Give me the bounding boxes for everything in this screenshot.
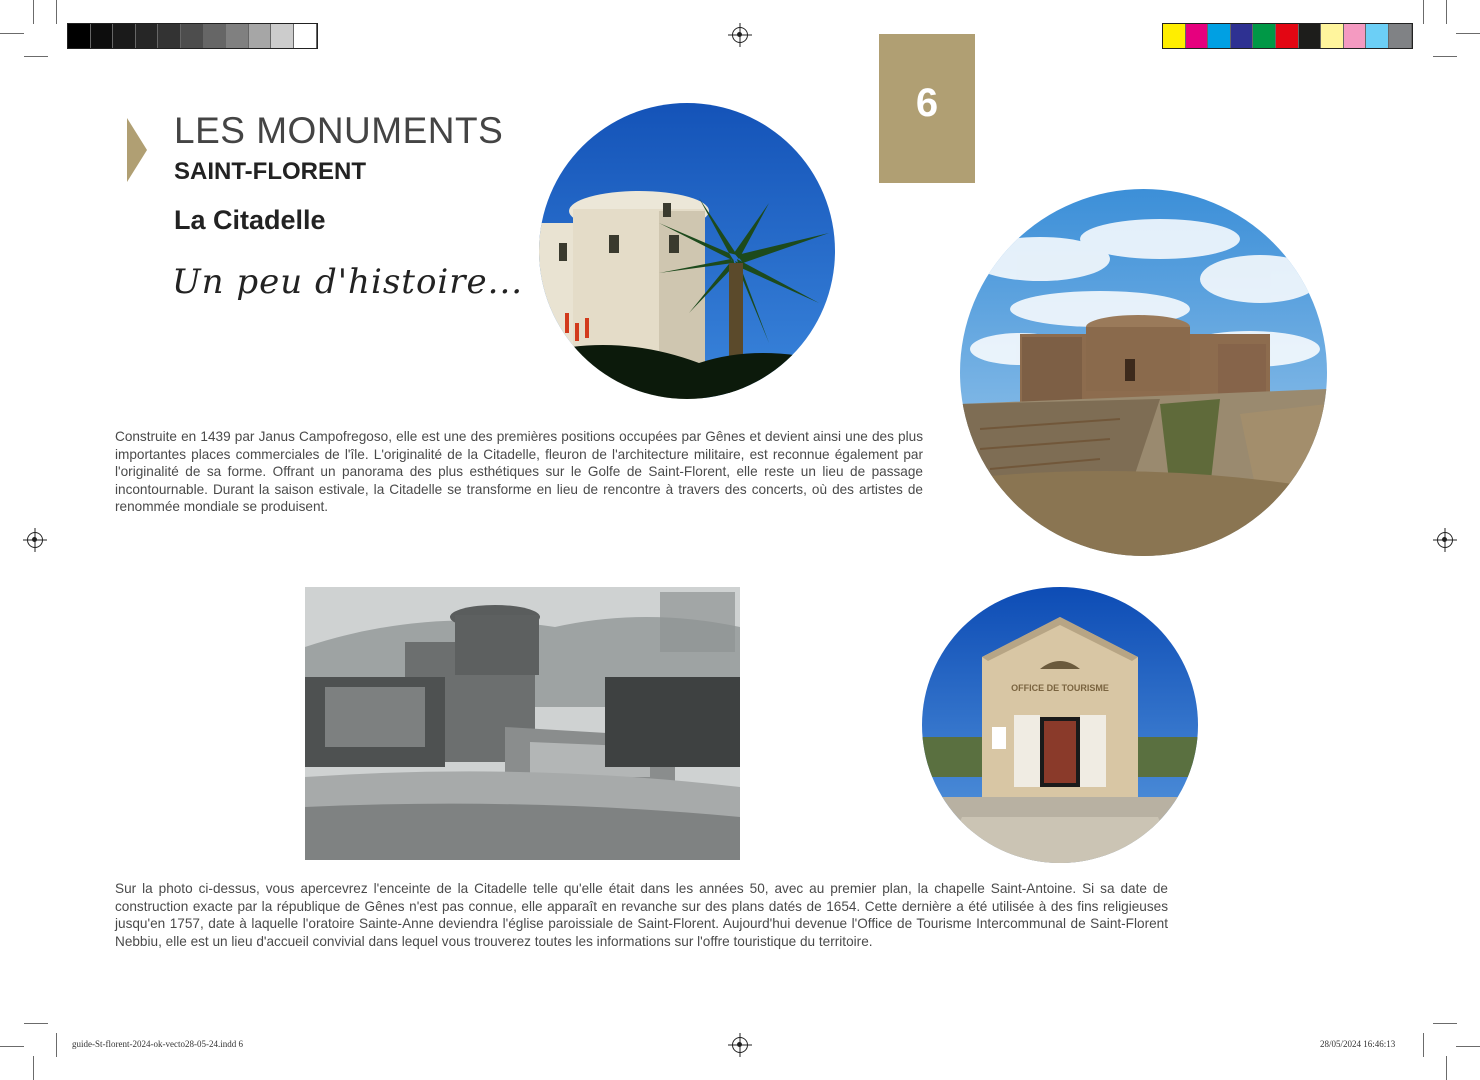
section-arrow-icon: [127, 118, 147, 182]
photo-citadel-tower: [539, 103, 835, 399]
registration-mark-top: [732, 27, 748, 43]
color-swatch: [204, 24, 227, 48]
color-swatch: [1163, 24, 1186, 48]
crop-mark: [56, 1033, 57, 1057]
photo-citadel-ramparts: [960, 189, 1327, 556]
crop-mark: [24, 56, 48, 57]
crop-mark: [1456, 1046, 1480, 1047]
color-swatch: [1299, 24, 1322, 48]
color-swatch: [1231, 24, 1254, 48]
color-swatch: [1186, 24, 1209, 48]
registration-mark-bottom: [732, 1037, 748, 1053]
color-swatch: [1344, 24, 1367, 48]
crop-mark: [1433, 1023, 1457, 1024]
crop-mark: [0, 1046, 24, 1047]
color-swatch: [68, 24, 91, 48]
color-swatch: [158, 24, 181, 48]
history-paragraph-2: Sur la photo ci-dessus, vous apercevrez l'enceinte de la Citadelle telle qu'elle était dans les années 50, avec au premier plan, la chapelle Saint-Antoine. Si sa date de construction exacte par la république de Gênes n'est pas connue, elle apparaît en revanche sur des plans datés de 1654. Cette dernière a été utilisée à des fins religieuses jusqu'en 1757, date à laquelle l'oratoire Sainte-Anne deviendra l'église paroissiale de Saint-Florent. Aujourd'hui devenue l'Office de Tourisme Intercommunal de Saint-Florent Nebbiu, elle est un lieu d'accueil convivial dans lequel vous trouverez toutes les informations sur l'offre touristique du territoire.: [115, 881, 1168, 949]
crop-mark: [0, 33, 24, 34]
crop-mark: [1423, 0, 1424, 24]
crop-mark: [1446, 0, 1447, 24]
process-color-bar: [1162, 23, 1413, 49]
registration-mark-left: [27, 532, 43, 548]
color-swatch: [1366, 24, 1389, 48]
photo-historic-postcard: [305, 587, 740, 860]
color-swatch: [181, 24, 204, 48]
color-swatch: [1321, 24, 1344, 48]
crop-mark: [33, 1056, 34, 1080]
color-swatch: [1253, 24, 1276, 48]
color-swatch: [294, 24, 317, 48]
color-swatch: [1276, 24, 1299, 48]
registration-mark-right: [1437, 532, 1453, 548]
color-swatch: [113, 24, 136, 48]
crop-mark: [1456, 33, 1480, 34]
office-sign: OFFICE DE TOURISME: [1011, 683, 1109, 693]
color-swatch: [271, 24, 294, 48]
crop-mark: [1433, 56, 1457, 57]
color-swatch: [136, 24, 159, 48]
color-swatch: [91, 24, 114, 48]
crop-mark: [1423, 1033, 1424, 1057]
handwritten-heading: Un peu d'histoire...: [172, 262, 524, 302]
photo-tourist-office: [922, 587, 1198, 863]
file-slug: guide-St-florent-2024-ok-vecto28-05-24.indd 6: [72, 1039, 243, 1049]
section-title: LES MONUMENTS: [174, 110, 504, 151]
crop-mark: [24, 1023, 48, 1024]
page-number: 6: [879, 34, 975, 183]
grayscale-bar: [67, 23, 318, 49]
crop-mark: [33, 0, 34, 24]
color-swatch: [1208, 24, 1231, 48]
print-timestamp: 28/05/2024 16:46:13: [1320, 1039, 1396, 1049]
crop-mark: [56, 0, 57, 24]
color-swatch: [249, 24, 272, 48]
crop-mark: [1446, 1056, 1447, 1080]
town-title: SAINT-FLORENT: [174, 158, 366, 185]
color-swatch: [226, 24, 249, 48]
color-swatch: [1389, 24, 1412, 48]
monument-title: La Citadelle: [174, 205, 326, 235]
history-paragraph-1: Construite en 1439 par Janus Campofregoso, elle est une des premières positions occupées par Gênes et devient ainsi une des plus importantes places commerciales de l'île. L'originalité de la Citadelle, fleuron de l'architecture militaire, est reconnue également par l'originalité de sa forme. Offrant un panorama des plus esthétiques sur le Golfe de Saint-Florent, elle reste un lieu de passage incontournable. Durant la saison estivale, la Citadelle se transforme en lieu de rencontre à travers des concerts, où des artistes de renommée mondiale se produisent.: [115, 429, 923, 515]
